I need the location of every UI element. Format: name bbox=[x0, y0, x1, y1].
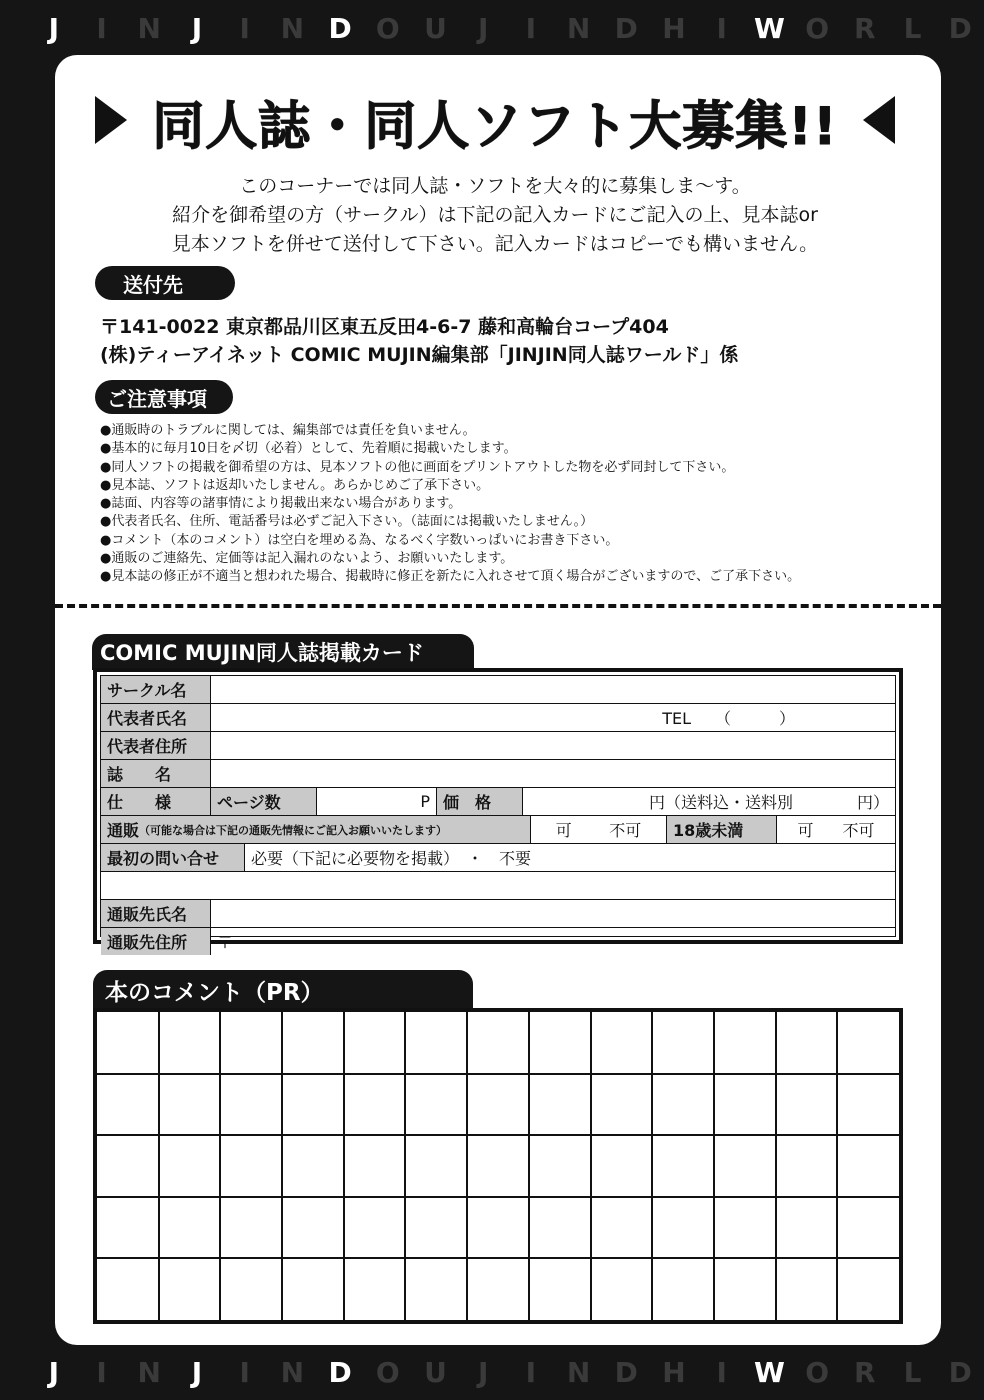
strip-letter: J bbox=[191, 1355, 203, 1389]
strip-letter: O bbox=[375, 1355, 400, 1389]
list-item: ● 見本誌の修正が不適当と想われた場合、掲載時に修正を新たに入れさせて頂く場合がございますので、ご了承下さい。 bbox=[100, 568, 920, 586]
magazine-label: 誌 名 bbox=[101, 760, 211, 787]
rep-address-label: 代表者住所 bbox=[101, 732, 211, 759]
strip-letter: I bbox=[525, 1355, 537, 1389]
strip-letter: N bbox=[566, 11, 591, 45]
strip-letter: W bbox=[753, 1355, 785, 1389]
table-row bbox=[101, 928, 895, 955]
card-tab: COMIC MUJIN同人誌掲載カード bbox=[92, 634, 474, 670]
ng-option[interactable]: 不可 bbox=[609, 821, 642, 840]
adult-label: 18歳未満 bbox=[667, 816, 777, 843]
page-title: 同人誌・同人ソフト大募集!! bbox=[152, 97, 838, 157]
ok-option[interactable]: 可 bbox=[797, 821, 814, 840]
table-row bbox=[101, 900, 895, 928]
mail-order-choice[interactable] bbox=[531, 816, 667, 843]
table-row bbox=[101, 788, 895, 816]
mail-name-label: 通販先氏名 bbox=[101, 900, 211, 927]
strip-letter: O bbox=[805, 1355, 829, 1389]
title-banner bbox=[95, 80, 895, 160]
strip-letter: U bbox=[424, 11, 447, 45]
strip-letter: N bbox=[566, 1355, 591, 1389]
intro-line: 見本ソフトを併せて送付して下さい。記入カードはコピーでも構いません。 bbox=[171, 233, 819, 255]
needed-items-field[interactable] bbox=[101, 872, 895, 899]
strip-letter: J bbox=[191, 11, 203, 45]
strip-letter: I bbox=[96, 11, 107, 45]
yen-text: 円（送料込・送料別 円） bbox=[648, 793, 889, 812]
strip-letter: D bbox=[948, 11, 972, 45]
table-row bbox=[101, 732, 895, 760]
table-row bbox=[101, 704, 895, 732]
address-line: 〒141-0022 東京都品川区東五反田4-6-7 藤和高輪台コープ404 bbox=[100, 316, 669, 338]
footer-letter-strip bbox=[0, 1344, 984, 1400]
strip-letter: J bbox=[477, 1355, 489, 1389]
strip-letter: N bbox=[280, 1355, 305, 1389]
table-row bbox=[101, 844, 895, 872]
mail-order-title: 通販 bbox=[107, 821, 140, 840]
pages-label: ページ数 bbox=[211, 788, 317, 815]
intro-text bbox=[100, 172, 890, 259]
strip-letter: J bbox=[48, 1355, 60, 1389]
ng-option[interactable]: 不可 bbox=[842, 821, 875, 840]
comment-grid[interactable] bbox=[93, 1008, 903, 1324]
list-item: ● 同人ソフトの掲載を御希望の方は、見本ソフトの他に画面をプリントアウトした物を必ず同封して下さい。 bbox=[100, 459, 920, 477]
table-row bbox=[101, 872, 895, 900]
pages-field[interactable] bbox=[317, 788, 437, 815]
strip-letter: I bbox=[716, 1355, 727, 1389]
mail-order-note: （可能な場合は下記の通販先情報にご記入お願いいたします） bbox=[139, 823, 448, 837]
entry-card bbox=[93, 668, 903, 952]
strip-letter: I bbox=[716, 11, 727, 45]
address-line: (株)ティーアイネット COMIC MUJIN編集部「JINJIN同人誌ワールド」係 bbox=[100, 344, 739, 366]
first-contact-label: 最初の問い合せ bbox=[101, 844, 245, 871]
list-item: ● コメント（本のコメント）は空白を埋める為、なるべく字数いっぱいにお書き下さい。 bbox=[100, 532, 920, 550]
rep-name-field[interactable] bbox=[211, 704, 895, 731]
table-row bbox=[101, 816, 895, 844]
strip-letter: R bbox=[854, 1355, 876, 1389]
notice-label: ご注意事項 bbox=[95, 380, 233, 414]
rep-address-field[interactable] bbox=[211, 732, 895, 759]
list-item: ● 代表者氏名、住所、電話番号は必ずご記入下さい。（誌面には掲載いたしません。） bbox=[100, 513, 920, 531]
strip-letter: D bbox=[328, 11, 352, 45]
strip-letter: N bbox=[137, 1355, 161, 1389]
strip-letter: O bbox=[375, 11, 400, 45]
rep-name-label: 代表者氏名 bbox=[101, 704, 211, 731]
mail-address-field[interactable] bbox=[211, 928, 895, 955]
circle-field[interactable] bbox=[211, 676, 895, 703]
table-row bbox=[101, 760, 895, 788]
strip-letter: D bbox=[614, 1355, 638, 1389]
strip-letter: N bbox=[280, 11, 305, 45]
table-row bbox=[101, 676, 895, 704]
strip-letter: H bbox=[662, 11, 686, 45]
spec-label: 仕 様 bbox=[101, 788, 211, 815]
strip-letter: D bbox=[614, 11, 638, 45]
strip-letter: I bbox=[525, 11, 537, 45]
mail-order-label bbox=[101, 816, 531, 843]
strip-letter: O bbox=[805, 11, 829, 45]
mailing-address bbox=[100, 313, 920, 369]
cut-line bbox=[55, 604, 941, 608]
list-item: ● 誌面、内容等の諸事情により掲載出来ない場合があります。 bbox=[100, 495, 920, 513]
list-item: ● 通販のご連絡先、定価等は記入漏れのないよう、お願いいたします。 bbox=[100, 550, 920, 568]
send-label: 送付先 bbox=[95, 266, 235, 300]
list-item: ● 見本誌、ソフトは返却いたしません。あらかじめご了承下さい。 bbox=[100, 477, 920, 495]
strip-letter: N bbox=[137, 11, 161, 45]
mail-name-field[interactable] bbox=[211, 900, 895, 927]
strip-letter: H bbox=[662, 1355, 686, 1389]
strip-letter: R bbox=[854, 11, 876, 45]
header-letter-strip bbox=[0, 0, 984, 56]
strip-letter: D bbox=[948, 1355, 972, 1389]
intro-line: 紹介を御希望の方（サークル）は下記の記入カードにご記入の上、見本誌or bbox=[172, 204, 818, 226]
strip-letter: U bbox=[424, 1355, 447, 1389]
postal-mark: 〒 bbox=[217, 933, 234, 952]
list-item: ● 基本的に毎月10日を〆切（必着）として、先着順に掲載いたします。 bbox=[100, 440, 920, 458]
first-contact-choice[interactable]: 必要（下記に必要物を掲載） ・ 不要 bbox=[251, 849, 532, 868]
price-field[interactable] bbox=[523, 788, 895, 815]
list-item: ● 通販時のトラブルに関しては、編集部では責任を負いません。 bbox=[100, 422, 920, 440]
page-unit: P bbox=[420, 792, 430, 811]
strip-letter: L bbox=[903, 11, 922, 45]
strip-letter: J bbox=[477, 11, 489, 45]
strip-letter: J bbox=[48, 11, 60, 45]
strip-letter: W bbox=[753, 11, 785, 45]
strip-letter: I bbox=[239, 1355, 250, 1389]
adult-choice[interactable] bbox=[777, 816, 895, 843]
strip-letter: I bbox=[239, 11, 250, 45]
comment-tab: 本のコメント（PR） bbox=[93, 970, 473, 1010]
tel-label: TEL （ ） bbox=[662, 709, 795, 728]
strip-letter: D bbox=[328, 1355, 352, 1389]
intro-line: このコーナーでは同人誌・ソフトを大々的に募集しま〜す。 bbox=[239, 175, 751, 197]
triangle-left-icon bbox=[863, 96, 895, 144]
price-label: 価 格 bbox=[437, 788, 523, 815]
strip-letter: L bbox=[903, 1355, 922, 1389]
mail-address-label: 通販先住所 bbox=[101, 928, 211, 955]
comment-grid-lines bbox=[97, 1012, 899, 1320]
magazine-field[interactable] bbox=[211, 760, 895, 787]
notice-list bbox=[100, 422, 920, 587]
triangle-right-icon bbox=[95, 96, 127, 144]
circle-label: サークル名 bbox=[101, 676, 211, 703]
strip-letter: I bbox=[96, 1355, 107, 1389]
ok-option[interactable]: 可 bbox=[555, 821, 572, 840]
